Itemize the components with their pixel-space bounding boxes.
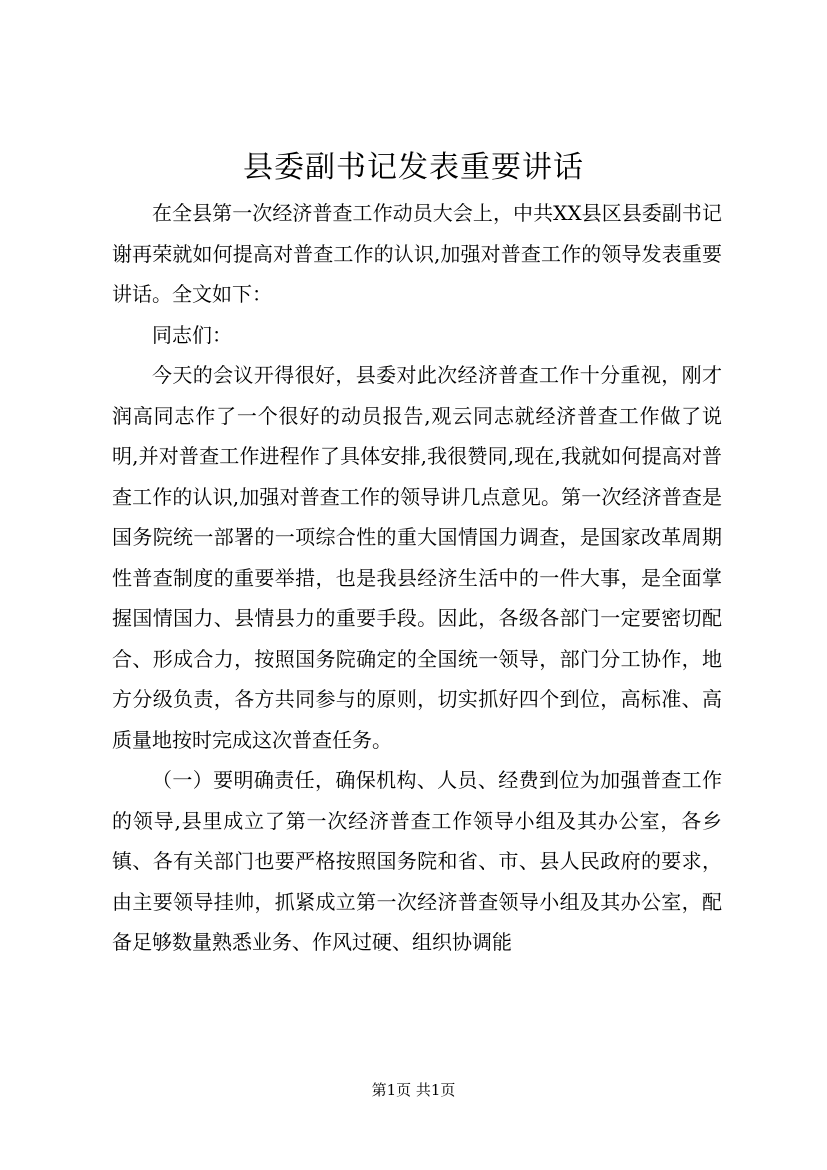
document-title: 县委副书记发表重要讲话: [243, 150, 584, 185]
page-footer: 第1页 共1页: [371, 1081, 456, 1099]
paragraph-salutation: 同志们：: [152, 322, 232, 347]
paragraph-main: 今天的会议开得很好，县委对此次经济普查工作十分重视，刚才润高同志作了一个很好的动员报告,观云同志就经济普查工作做了说明,并对普查工作进程作了具体安排,我很赞同,现在,我就如何提高对普查工作的认识,加强对普查工作的领导讲几点意见。第一次经济普查是国务院统一部署的一项综合性的重大国情国力调查，是国家改革周期性普查制度的重要举措，也是我县经济生活中的一件大事，是全面掌握国情国力、县情县力的重要手段。因此，各级各部门一定要密切配合、形成合力，按照国务院确定的全国统一领导，部门分工协作，地方分级负责，各方共同参与的原则，切实抓好四个到位，高标准、高质量地按时完成这次普查任务。: [112, 363, 722, 752]
paragraph-section-one: （一）要明确责任，确保机构、人员、经费到位为加强普查工作的领导,县里成立了第一次经济普查工作领导小组及其办公室，各乡镇、各有关部门也要严格按照国务院和省、市、县人民政府的要求，由主要领导挂帅，抓紧成立第一次经济普查领导小组及其办公室，配备足够数量熟悉业务、作风过硬、组织协调能: [112, 768, 722, 954]
paragraph-intro: 在全县第一次经济普查工作动员大会上，中共XX县区县委副书记谢再荣就如何提高对普查工作的认识,加强对普查工作的领导发表重要讲话。全文如下：: [112, 201, 722, 306]
document-body: [112, 193, 722, 963]
